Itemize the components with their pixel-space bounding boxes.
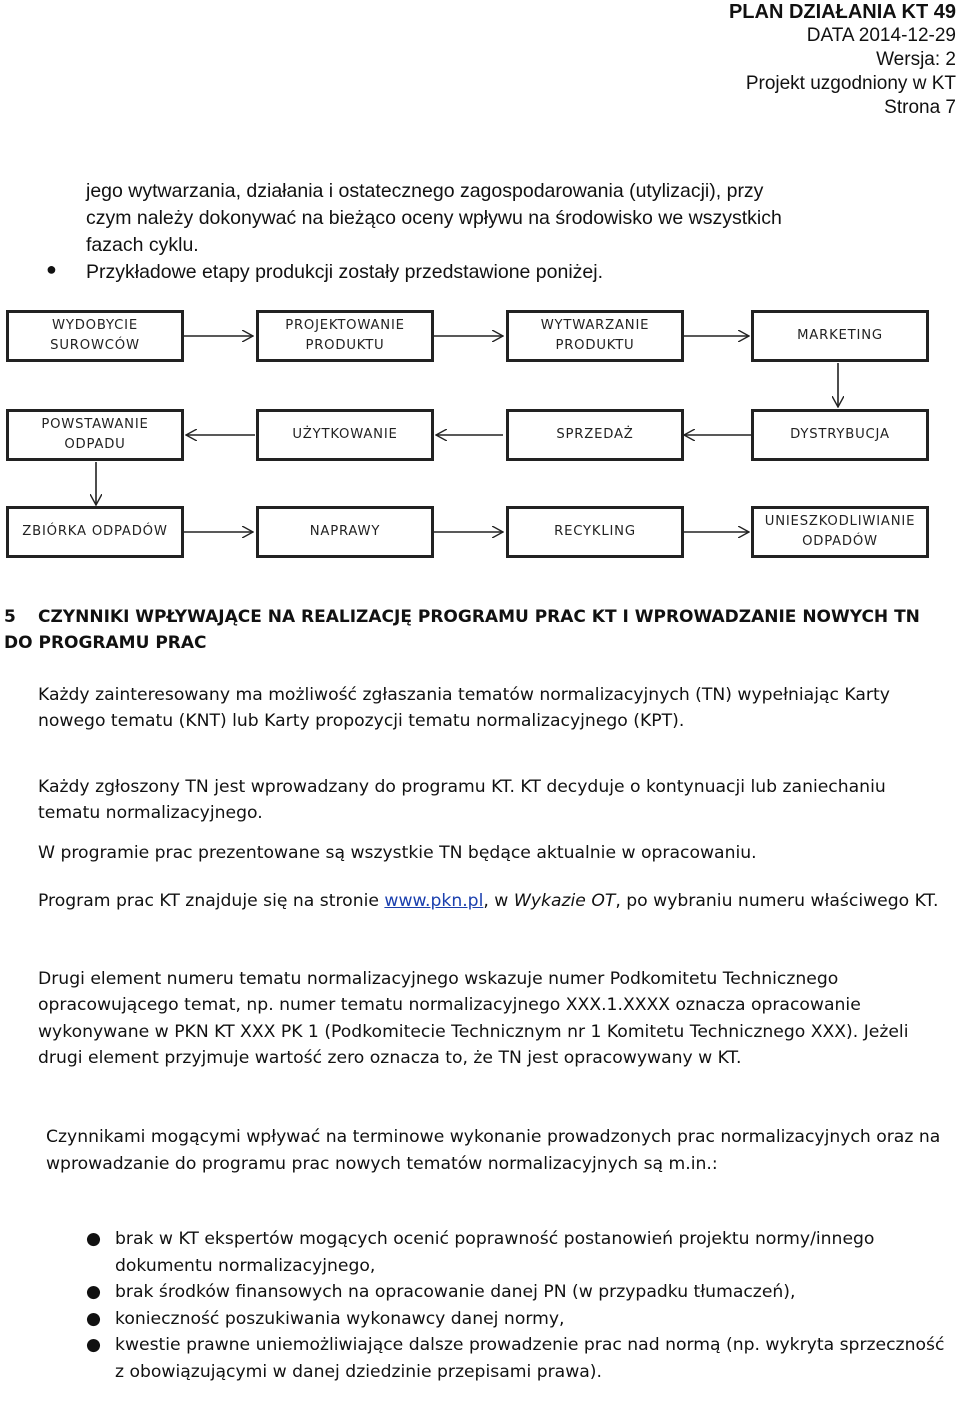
paragraph: Drugi element numeru tematu normalizacyjnego wskazuje numer Podkomitetu Technicznego opracowującego temat, np. numer tematu normalizacyjnego XXX.1.XXXX oznacza opracowanie wykonywane w PKN KT XXX PK 1 (Podkomitecie Technicznym nr 1 Komitetu Technicznego XXX). Jeżeli drugi element przyjmuje wartość zero oznacza to, że TN jest opracowywany w KT. [38, 969, 909, 1068]
paragraph-program-link [38, 888, 953, 914]
paragraph: Czynnikami mogącymi wpływać na terminowe wykonanie prowadzonych prac normalizacyjnych oraz na wprowadzanie do programu prac nowych tematów normalizacyjnych są m.in.: [46, 1127, 941, 1174]
list-item [86, 1226, 946, 1279]
box-waste-collection: ZBIÓRKA ODPADÓW [6, 506, 184, 558]
box-product-design: PROJEKTOWANIE PRODUKTU [256, 310, 434, 362]
paragraph: Każdy zainteresowany ma możliwość zgłaszania tematów normalizacyjnych (TN) wypełniając Karty nowego tematu (KNT) lub Karty propozycji tematu normalizacyjnego (KPT). [38, 685, 890, 732]
section-number: 5 [4, 607, 16, 627]
page-number: Strona 7 [884, 97, 956, 118]
box-distribution: DYSTRYBUCJA [751, 409, 929, 461]
pkn-website-link[interactable]: www.pkn.pl [384, 891, 484, 911]
list-item-text: brak w KT ekspertów mogących ocenić poprawność postanowień projektu normy/innego dokumentu normalizacyjnego, [115, 1229, 875, 1276]
section-title: CZYNNIKI WPŁYWAJĄCE NA REALIZACJĘ PROGRAMU PRAC KT I WPROWADZANIE NOWYCH TN DO PROGRAMU PRAC [4, 607, 920, 653]
document-date: DATA 2014-12-29 [806, 25, 956, 46]
list-item [86, 1332, 946, 1385]
factors-list [86, 1226, 946, 1385]
box-marketing: MARKETING [751, 310, 929, 362]
box-repairs: NAPRAWY [256, 506, 434, 558]
text-span: , w [483, 891, 514, 911]
intro-bullet: Przykładowe etapy produkcji zostały przedstawione poniżej. [86, 261, 604, 283]
intro-line: fazach cyklu. [86, 234, 199, 256]
list-item-text: kwestie prawne uniemożliwiające dalsze prowadzenie prac nad normą (np. wykryta sprzeczność z obowiązującymi w danej dziedzinie przepisami prawa). [115, 1335, 945, 1382]
text-span: , po wybraniu numeru właściwego KT. [615, 891, 939, 911]
document-status: Projekt uzgodniony w KT [745, 73, 956, 94]
box-waste-disposal: UNIESZKODLIWIANIE ODPADÓW [751, 506, 929, 558]
bullet-icon: ● [86, 1308, 101, 1329]
page-header [729, 0, 956, 120]
box-usage: UŻYTKOWANIE [256, 409, 434, 461]
production-flow-diagram [0, 305, 960, 570]
document-title: PLAN DZIAŁANIA KT 49 [728, 1, 956, 23]
box-sales: SPRZEDAŻ [506, 409, 684, 461]
paragraph: W programie prac prezentowane są wszystkie TN będące aktualnie w opracowaniu. [38, 843, 757, 863]
box-waste-generation: POWSTAWANIE ODPADU [6, 409, 184, 461]
list-item-text: konieczność poszukiwania wykonawcy danej normy, [115, 1308, 565, 1329]
intro-line: jego wytwarzania, działania i ostatecznego zagospodarowania (utylizacji), przy [86, 180, 764, 202]
intro-line: czym należy dokonywać na bieżąco oceny wpływu na środowisko we wszystkich [86, 207, 782, 229]
list-item-text: brak środków finansowych na opracowanie danej PN (w przypadku tłumaczeń), [115, 1282, 796, 1302]
list-item [86, 1279, 946, 1306]
bullet-icon: ● [86, 1335, 101, 1355]
paragraph: Każdy zgłoszony TN jest wprowadzany do programu KT. KT decyduje o kontynuacji lub zaniechaniu tematu normalizacyjnego. [38, 777, 886, 824]
section-heading [4, 604, 944, 656]
text-italic: Wykazie OT [513, 891, 616, 911]
list-item [86, 1306, 946, 1333]
bullet-icon: ● [86, 1282, 101, 1302]
box-recycling: RECYKLING [506, 506, 684, 558]
bullet-icon: ● [46, 259, 57, 279]
box-raw-material-extraction: WYDOBYCIE SUROWCÓW [6, 310, 184, 362]
bullet-icon: ● [86, 1229, 101, 1249]
document-version: Wersja: 2 [876, 49, 956, 70]
text-span: Program prac KT znajduje się na stronie [38, 891, 385, 911]
box-product-manufacturing: WYTWARZANIE PRODUKTU [506, 310, 684, 362]
